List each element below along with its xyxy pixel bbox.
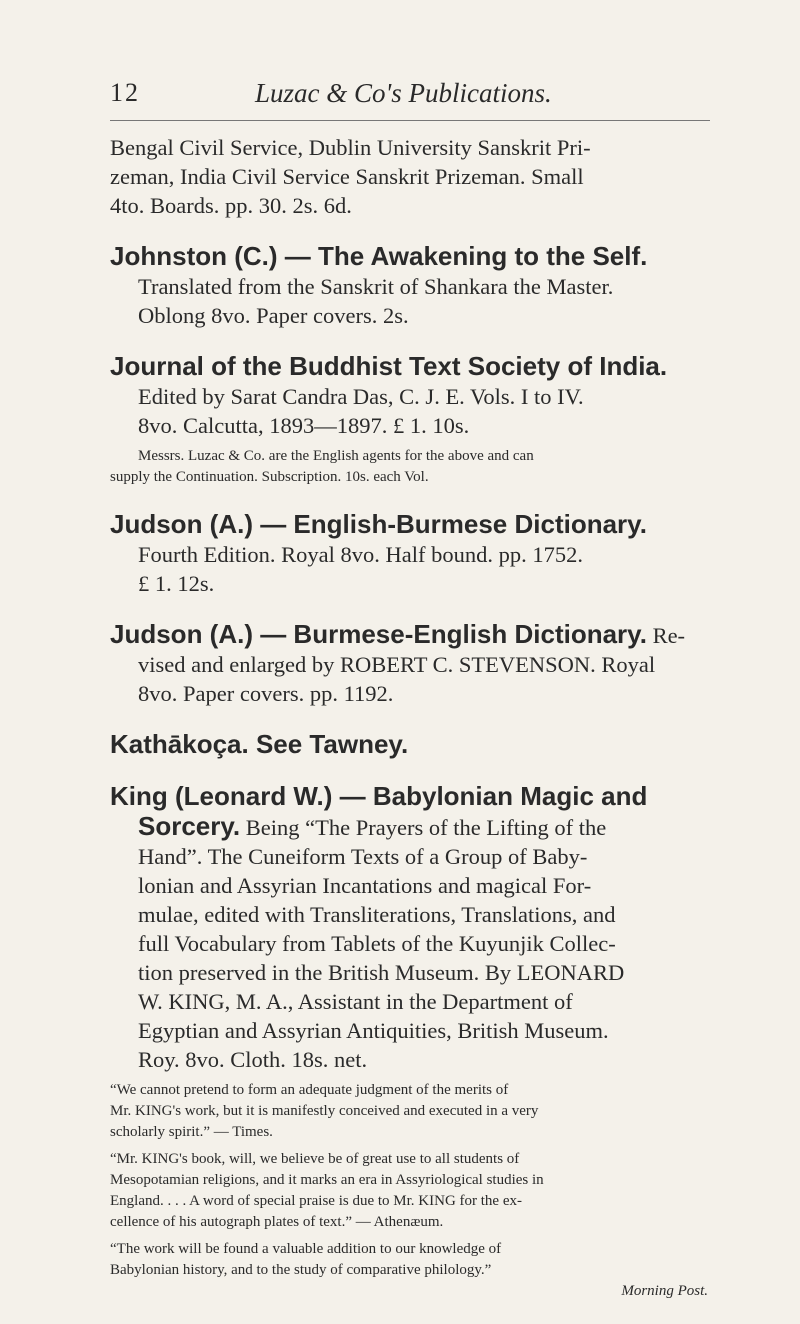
quote-line: Mr. KING's work, but it is manifestly conceived and executed in a very — [110, 1103, 539, 1119]
page-number: 12 — [110, 78, 140, 107]
entry-line: Edited by Sarat Candra Das, C. J. E. Vols. I to IV. — [138, 384, 584, 409]
entry-heading-text: Johnston (C.) — The Awakening to the Self. — [110, 241, 648, 271]
entry-judson-burmese-english — [110, 620, 722, 708]
quote-line: England. . . . A word of special praise is due to Mr. KING for the ex- — [110, 1193, 522, 1209]
entry-heading — [110, 352, 722, 382]
quote-line: “Mr. KING's book, will, we believe be of great use to all students of — [110, 1151, 520, 1167]
quote-line: scholarly spirit.” — Times. — [110, 1124, 273, 1140]
quote-source: Morning Post. — [621, 1283, 708, 1299]
quote-line: Babylonian history, and to the study of comparative philology.” — [110, 1262, 492, 1278]
entry-line: Oblong 8vo. Paper covers. 2s. — [138, 303, 409, 328]
entry-bengal — [110, 133, 722, 220]
entry-note: supply the Continuation. Subscription. 10s. each Vol. — [110, 469, 429, 485]
entry-heading-text: Judson (A.) — Burmese-English Dictionary. — [110, 619, 647, 649]
header-rule — [110, 120, 710, 121]
entry-line: W. KING, M. A., Assistant in the Department of — [138, 989, 573, 1014]
entry-heading-text: Judson (A.) — English-Burmese Dictionary. — [110, 509, 647, 539]
quote-line: “We cannot pretend to form an adequate judgment of the merits of — [110, 1082, 509, 1098]
running-head: Luzac & Co's Publications. — [255, 78, 552, 108]
entry-line: Hand”. The Cuneiform Texts of a Group of Baby- — [138, 844, 588, 869]
entry-heading — [110, 510, 722, 540]
entry-kathakoca — [110, 730, 722, 760]
entry-king — [110, 782, 722, 1302]
entry-line — [110, 812, 722, 842]
entry-line: lonian and Assyrian Incantations and magical For- — [138, 873, 592, 898]
entry-line: 8vo. Paper covers. pp. 1192. — [138, 681, 394, 706]
review-quote-athenaeum — [110, 1149, 722, 1233]
entry-line: tion preserved in the British Museum. By LEONARD — [138, 960, 625, 985]
entry-heading — [110, 782, 722, 812]
entry-heading — [110, 730, 722, 760]
entry-line: mulae, edited with Transliterations, Translations, and — [138, 902, 616, 927]
entry-heading-text: Sorcery. — [138, 811, 241, 841]
entry-line: 4to. Boards. pp. 30. 2s. 6d. — [110, 193, 352, 218]
entry-heading-tail: Re- — [646, 623, 686, 648]
quote-line: “The work will be found a valuable addition to our knowledge of — [110, 1241, 502, 1257]
entry-heading-text: Journal of the Buddhist Text Society of India. — [110, 351, 668, 381]
catalogue-body — [110, 125, 722, 1324]
entry-line: full Vocabulary from Tablets of the Kuyunjik Collec- — [138, 931, 616, 956]
entry-heading — [110, 242, 722, 272]
entry-journal — [110, 352, 722, 488]
entry-line: Roy. 8vo. Cloth. 18s. net. — [138, 1047, 368, 1072]
entry-line: Bengal Civil Service, Dublin University Sanskrit Pri- — [110, 135, 591, 160]
entry-heading-text: Kathākoça. See Tawney. — [110, 729, 409, 759]
review-quote-times — [110, 1080, 722, 1143]
entry-line: vised and enlarged by ROBERT C. STEVENSON. Royal — [138, 652, 656, 677]
entry-line: zeman, India Civil Service Sanskrit Prizeman. Small — [110, 164, 584, 189]
entry-line: Egyptian and Assyrian Antiquities, British Museum. — [138, 1018, 609, 1043]
entry-judson-english-burmese — [110, 510, 722, 598]
entry-line: Translated from the Sanskrit of Shankara the Master. — [138, 274, 614, 299]
entry-heading — [110, 620, 722, 650]
entry-heading-tail: Being “The Prayers of the Lifting of the — [240, 815, 607, 840]
entry-line: £ 1. 12s. — [138, 571, 215, 596]
entry-note: Messrs. Luzac & Co. are the English agents for the above and can — [138, 448, 534, 464]
page-header — [110, 78, 710, 118]
entry-heading-text: King (Leonard W.) — Babylonian Magic and — [110, 781, 648, 811]
entry-line: Fourth Edition. Royal 8vo. Half bound. pp. 1752. — [138, 542, 583, 567]
entry-johnston — [110, 242, 722, 330]
entry-line: 8vo. Calcutta, 1893—1897. £ 1. 10s. — [138, 413, 470, 438]
review-quote-morning-post — [110, 1239, 722, 1302]
quote-line: cellence of his autograph plates of text.” — Athenæum. — [110, 1214, 444, 1230]
quote-line: Mesopotamian religions, and it marks an era in Assyriological studies in — [110, 1172, 544, 1188]
